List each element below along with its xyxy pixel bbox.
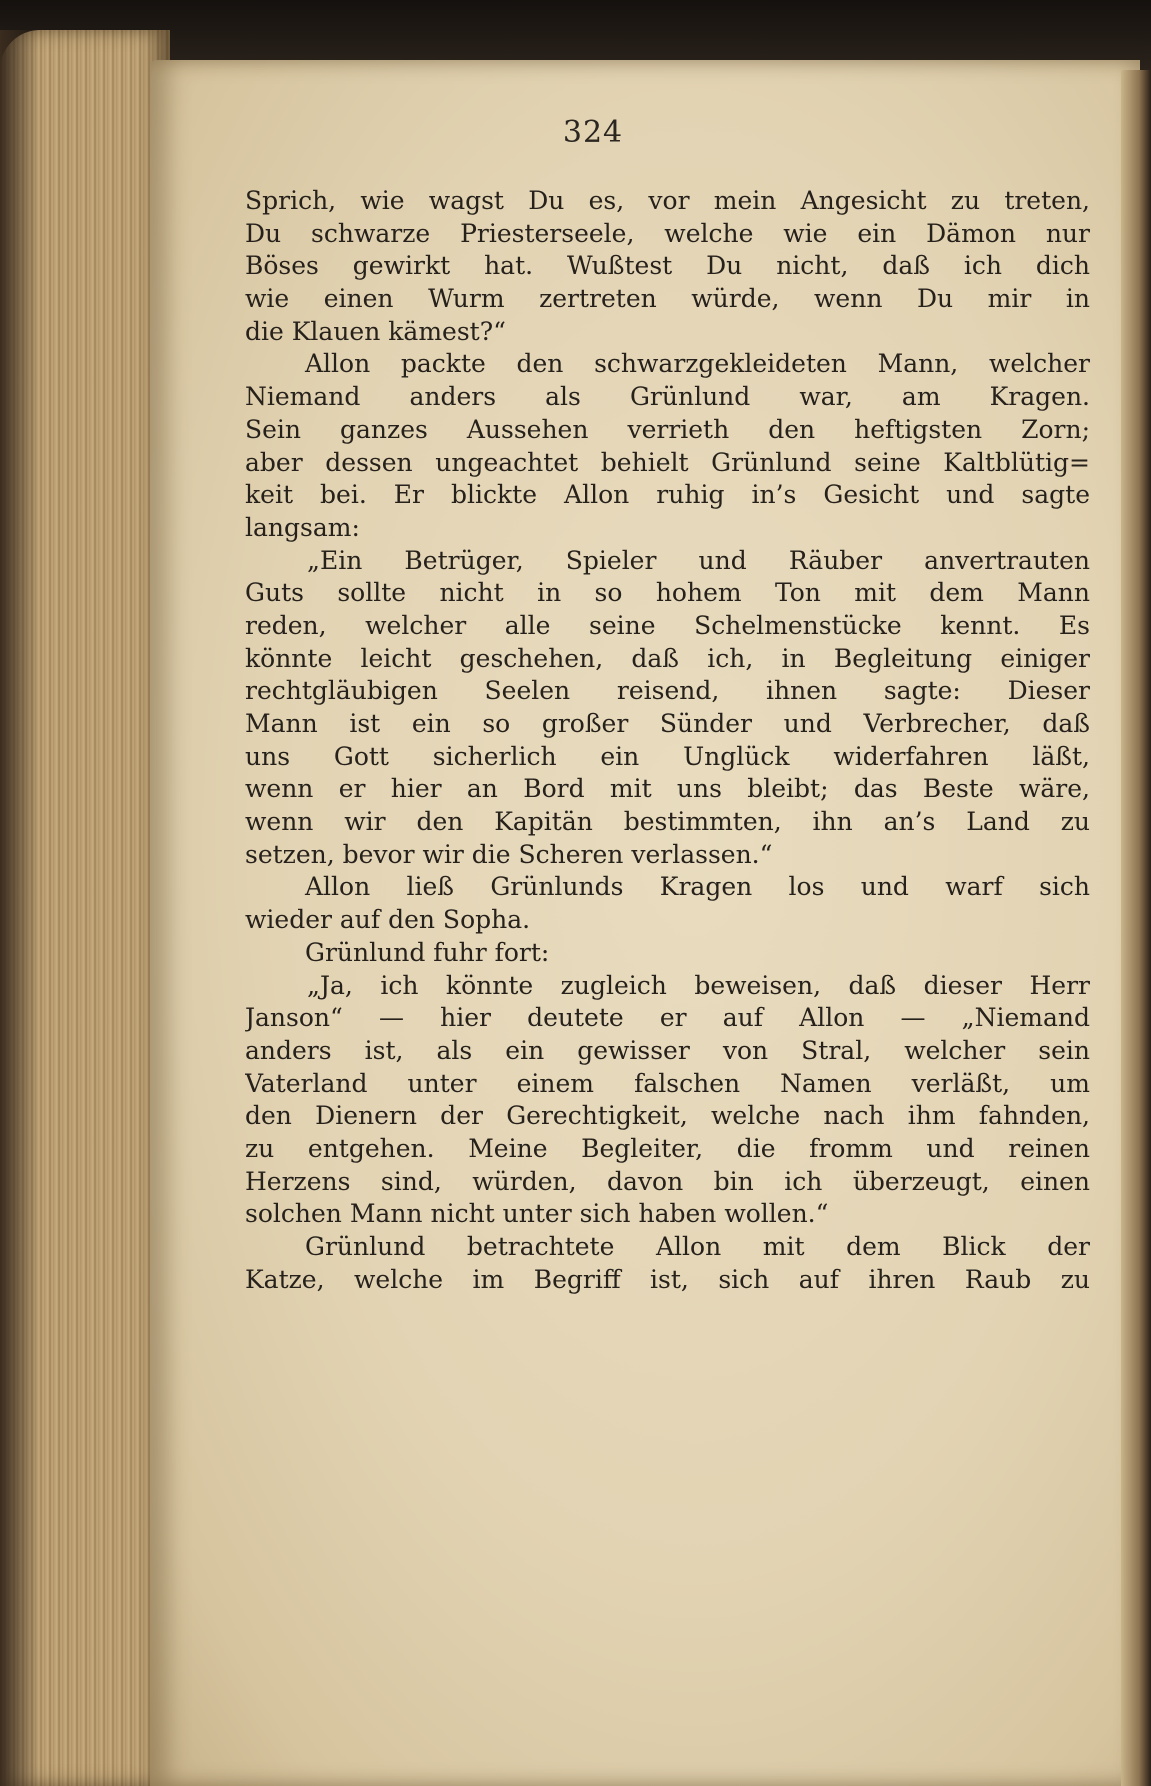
text-line: „Ein Betrüger, Spieler und Räuber anvertrauten	[307, 545, 1090, 575]
text-line: Sein ganzes Aussehen verrieth den heftigsten Zorn;	[245, 414, 1090, 444]
text-line: Böses gewirkt hat. Wußtest Du nicht, daß ich dich	[245, 251, 1090, 281]
text-line: Katze, welche im Begriff ist, sich auf ihren Raub zu	[245, 1264, 1090, 1294]
text-line: Grünlund betrachtete Allon mit dem Blick der	[305, 1232, 1090, 1261]
text-line: Allon packte den schwarzgekleideten Mann, welcher	[305, 349, 1090, 379]
text-line: wenn er hier an Bord mit uns bleibt; das Beste wäre,	[245, 774, 1090, 804]
text-line: könnte leicht geschehen, daß ich, in Begleitung einiger	[245, 643, 1090, 673]
text-line: Sprich, wie wagst Du es, vor mein Angesicht zu treten,	[245, 186, 1090, 215]
text-line: Herzens sind, würden, davon bin ich überzeugt, einen	[245, 1166, 1090, 1196]
text-line: reden, welcher alle seine Schelmenstücke kennt. Es	[245, 610, 1090, 640]
text-line: Mann ist ein so großer Sünder und Verbrecher, daß	[245, 709, 1090, 738]
text-line: solchen Mann nicht unter sich haben wollen.“	[245, 1199, 829, 1229]
text-line: Guts sollte nicht in so hohem Ton mit dem Mann	[245, 578, 1090, 608]
text-line: wenn wir den Kapitän bestimmten, ihn an’s Land zu	[245, 807, 1090, 837]
page-number: 324	[562, 115, 624, 150]
text-line: „Ja, ich könnte zugleich beweisen, daß dieser Herr	[307, 970, 1090, 1000]
text-line: Grünlund fuhr fort:	[305, 937, 550, 967]
page-stack-edge	[0, 30, 170, 1786]
text-line: langsam:	[245, 512, 360, 542]
text-line: keit bei. Er blickte Allon ruhig in’s Gesicht und sagte	[245, 480, 1090, 510]
text-line: zu entgehen. Meine Begleiter, die fromm und reinen	[245, 1133, 1090, 1163]
book-gutter-edge	[1121, 70, 1151, 1786]
text-line: aber dessen ungeachtet behielt Grünlund seine Kaltblütig=	[245, 447, 1090, 477]
text-line: Du schwarze Priesterseele, welche wie ein Dämon nur	[245, 218, 1090, 248]
text-line: wie einen Wurm zertreten würde, wenn Du mir in	[245, 284, 1090, 314]
page-text	[245, 185, 1090, 1296]
text-line: Allon ließ Grünlunds Kragen los und warf sich	[305, 872, 1090, 902]
text-line: rechtgläubigen Seelen reisend, ihnen sagte: Dieser	[245, 676, 1090, 706]
text-line: die Klauen kämest?“	[245, 316, 506, 346]
text-line: anders ist, als ein gewisser von Stral, welcher sein	[245, 1035, 1090, 1065]
text-line: den Dienern der Gerechtigkeit, welche nach ihm fahnden,	[245, 1101, 1090, 1131]
text-line: wieder auf den Sopha.	[245, 905, 531, 935]
text-line: uns Gott sicherlich ein Unglück widerfahren läßt,	[245, 741, 1090, 771]
text-line: setzen, bevor wir die Scheren verlassen.“	[245, 839, 773, 869]
text-line: Vaterland unter einem falschen Namen verläßt, um	[245, 1068, 1090, 1098]
text-line: Janson“ — hier deutete er auf Allon — „Niemand	[245, 1003, 1090, 1033]
text-line: Niemand anders als Grünlund war, am Kragen.	[245, 382, 1090, 412]
